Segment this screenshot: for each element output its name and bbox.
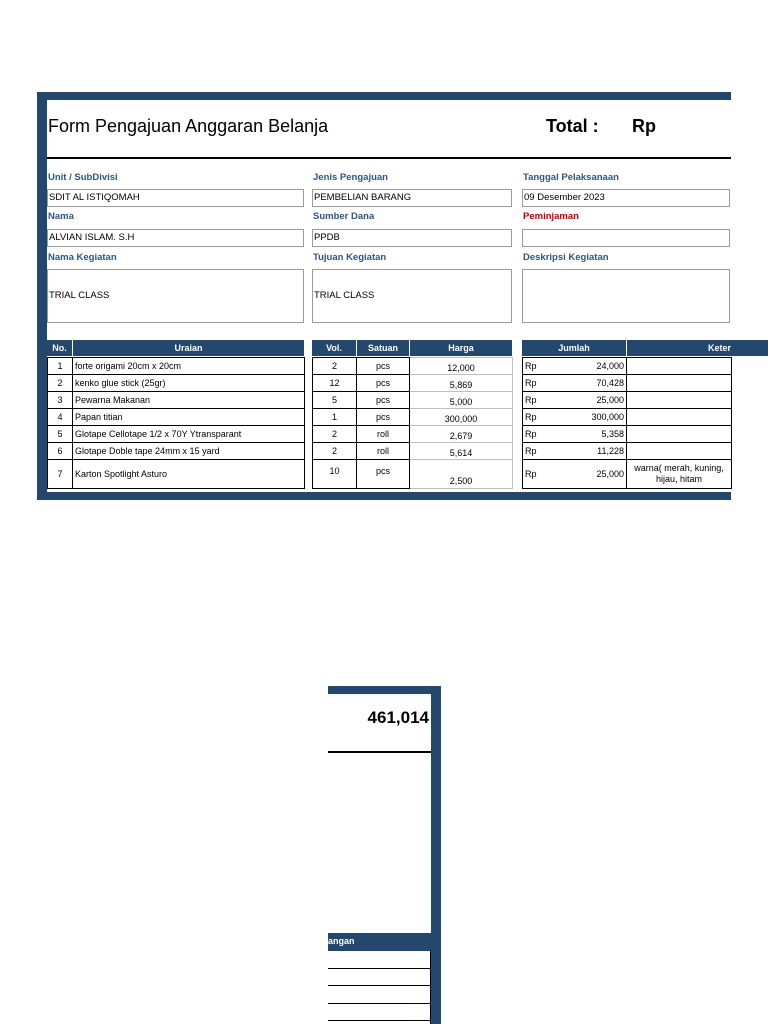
unit-field[interactable]: SDIT AL ISTIQOMAH <box>47 189 304 207</box>
row-uraian: Pewarna Makanan <box>73 392 305 409</box>
table-row <box>328 951 431 969</box>
row-jumlah: 25,000 <box>541 392 627 409</box>
row-harga[interactable]: 5,869 <box>410 375 513 392</box>
row-keterangan <box>627 358 732 375</box>
total-currency: Rp <box>632 116 656 136</box>
row-no: 3 <box>48 392 73 409</box>
table-row <box>313 409 513 426</box>
row-satuan: pcs <box>357 460 410 489</box>
row-vol: 1 <box>313 409 357 426</box>
row-keterangan <box>627 443 732 460</box>
row-keterangan <box>627 460 732 489</box>
row-harga[interactable]: 12,000 <box>410 358 513 375</box>
table-row <box>523 443 732 460</box>
table-row <box>313 375 513 392</box>
col-no-header: No. <box>47 340 72 356</box>
row-keterangan <box>627 409 732 426</box>
peminjaman-field[interactable] <box>522 229 730 247</box>
page2-keterangan-rows <box>328 951 431 1024</box>
row-rp: Rp <box>523 460 541 489</box>
row-uraian: kenko glue stick (25gr) <box>73 375 305 392</box>
page-frame-bottom <box>37 492 731 500</box>
table-row <box>523 358 732 375</box>
col-vol-header: Vol. <box>312 340 356 356</box>
title-divider <box>47 157 731 159</box>
row-uraian: Glotape Cellotape 1/2 x 70Y Ytransparant <box>73 426 305 443</box>
table-row <box>523 426 732 443</box>
row-keterangan <box>627 392 732 409</box>
table-row <box>523 392 732 409</box>
row-jumlah: 11,228 <box>541 443 627 460</box>
row-vol: 2 <box>313 426 357 443</box>
table-row <box>328 986 431 1004</box>
table-row <box>48 392 305 409</box>
row-uraian: Karton Spotlight Asturo <box>73 460 305 489</box>
row-jumlah: 24,000 <box>541 358 627 375</box>
nama-field[interactable]: ALVIAN ISLAM. S.H <box>47 229 304 247</box>
row-no: 1 <box>48 358 73 375</box>
table-row <box>48 358 305 375</box>
tujuan-field[interactable]: TRIAL CLASS <box>312 269 512 323</box>
row-no: 5 <box>48 426 73 443</box>
table-row <box>328 1004 431 1022</box>
page-frame-top <box>37 92 731 100</box>
table-row <box>48 443 305 460</box>
row-jumlah: 5,358 <box>541 426 627 443</box>
row-rp: Rp <box>523 375 541 392</box>
table-row <box>48 375 305 392</box>
page2-title-divider <box>328 751 431 753</box>
row-vol: 2 <box>313 358 357 375</box>
deskripsi-label: Deskripsi Kegiatan <box>523 252 609 263</box>
tanggal-field[interactable]: 09 Desember 2023 <box>522 189 730 207</box>
table-row <box>48 460 305 489</box>
row-rp: Rp <box>523 392 541 409</box>
row-no: 2 <box>48 375 73 392</box>
table-row <box>48 409 305 426</box>
keterangan-line-2: hijau, hitam <box>655 474 703 484</box>
row-rp: Rp <box>523 443 541 460</box>
row-jumlah: 300,000 <box>541 409 627 426</box>
table-row <box>313 392 513 409</box>
table-row <box>313 426 513 443</box>
row-jumlah: 25,000 <box>541 460 627 489</box>
row-jumlah: 70,428 <box>541 375 627 392</box>
row-harga[interactable]: 5,000 <box>410 392 513 409</box>
row-keterangan <box>627 426 732 443</box>
row-vol: 2 <box>313 443 357 460</box>
table-row <box>313 460 513 489</box>
row-satuan: pcs <box>357 392 410 409</box>
unit-label: Unit / SubDivisi <box>48 172 118 183</box>
table-row <box>313 358 513 375</box>
row-rp: Rp <box>523 358 541 375</box>
col-jumlah-header: Jumlah <box>522 340 626 356</box>
total-value: 461,014 <box>367 708 429 727</box>
row-rp: Rp <box>523 409 541 426</box>
col-keterangan-header: Keter <box>626 340 731 356</box>
kegiatan-label: Nama Kegiatan <box>48 252 117 263</box>
table-row <box>313 443 513 460</box>
table-row <box>48 426 305 443</box>
tujuan-label: Tujuan Kegiatan <box>313 252 387 263</box>
items-table-right <box>522 357 732 489</box>
row-satuan: roll <box>357 443 410 460</box>
sumber-label: Sumber Dana <box>313 211 375 222</box>
row-no: 4 <box>48 409 73 426</box>
col-harga-header: Harga <box>409 340 512 356</box>
col-uraian-header: Uraian <box>72 340 304 356</box>
col-keterangan-header-continued: angan <box>328 933 431 951</box>
jenis-field[interactable]: PEMBELIAN BARANG <box>312 189 512 207</box>
tanggal-label: Tanggal Pelaksanaan <box>523 172 619 183</box>
row-uraian: forte origami 20cm x 20cm <box>73 358 305 375</box>
row-vol: 5 <box>313 392 357 409</box>
keterangan-line-1: warna( merah, kuning, <box>634 463 724 473</box>
row-rp: Rp <box>523 426 541 443</box>
row-harga[interactable]: 300,000 <box>410 409 513 426</box>
col-satuan-header: Satuan <box>356 340 409 356</box>
row-uraian: Papan titian <box>73 409 305 426</box>
row-harga[interactable]: 2,500 <box>410 460 513 489</box>
table-row <box>523 409 732 426</box>
row-harga[interactable]: 2,679 <box>410 426 513 443</box>
row-satuan: pcs <box>357 409 410 426</box>
row-satuan: pcs <box>357 358 410 375</box>
row-keterangan <box>627 375 732 392</box>
jenis-label: Jenis Pengajuan <box>313 172 388 183</box>
table-row <box>328 969 431 987</box>
page-frame-left <box>37 92 47 500</box>
page2-frame-top <box>328 686 441 694</box>
row-no: 7 <box>48 460 73 489</box>
row-harga[interactable]: 5,614 <box>410 443 513 460</box>
sumber-field[interactable]: PPDB <box>312 229 512 247</box>
row-vol: 10 <box>313 460 357 489</box>
total-label: Total : <box>546 116 599 136</box>
page2-frame-right <box>431 686 441 1024</box>
row-satuan: pcs <box>357 375 410 392</box>
table-row <box>523 460 732 489</box>
items-table-mid <box>312 357 513 489</box>
row-uraian: Glotape Doble tape 24mm x 15 yard <box>73 443 305 460</box>
items-table-left <box>47 357 305 489</box>
row-satuan: roll <box>357 426 410 443</box>
row-no: 6 <box>48 443 73 460</box>
header-overflow <box>731 340 768 356</box>
form-title: Form Pengajuan Anggaran Belanja <box>48 116 329 136</box>
peminjaman-label: Peminjaman <box>523 211 579 222</box>
nama-label: Nama <box>48 211 74 222</box>
kegiatan-field[interactable]: TRIAL CLASS <box>47 269 304 323</box>
deskripsi-field[interactable] <box>522 269 730 323</box>
table-row <box>523 375 732 392</box>
row-vol: 12 <box>313 375 357 392</box>
